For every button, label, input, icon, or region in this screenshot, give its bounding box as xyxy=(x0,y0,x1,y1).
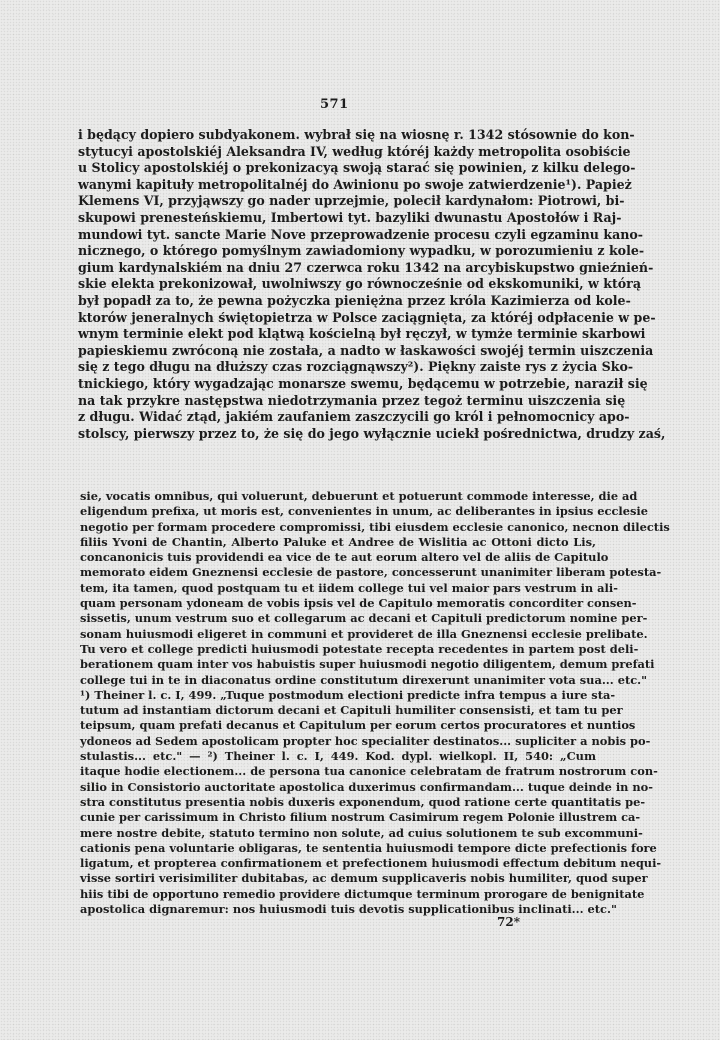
text-line: stytucyi apostolskiéj Aleksandra IV, według któréj każdy metropolita osobiście xyxy=(78,143,631,159)
footnote-line: ligatum, et propterea confirmationem et prefectionem huiusmodi effectum debitum nequi- xyxy=(80,856,662,871)
footnote-line: memorato eidem Gneznensi ecclesie de pastore, concesserunt unanimiter liberam potesta- xyxy=(80,565,662,580)
footnote-line: quam personam ydoneam de vobis ipsis vel de Capitulo memoratis concorditer consen- xyxy=(80,596,637,611)
text-line: ktorów jeneralnych świętopietrza w Polsce zaciągnięta, za któréj odpłacenie w pe- xyxy=(78,309,656,325)
signature-mark: 72* xyxy=(497,915,520,929)
footnote-line: tem, ita tamen, quod postquam tu et iidem college tui vel maior pars vestrum in ali- xyxy=(80,580,618,595)
text-line: był popadł za to, że pewna pożyczka pieniężna przez króla Kazimierza od kole- xyxy=(78,292,631,308)
footnote-line: cunie per carissimum in Christo filium nostrum Casimirum regem Polonie illustrem ca- xyxy=(80,810,641,825)
footnote-line: hiis tibi de opportuno remedio providere dictumque terminum prorogare de benignitate xyxy=(80,886,645,901)
text-line: Klemens VI, przyjąwszy go nader uprzejmie, polecił kardynałom: Piotrowi, bi- xyxy=(78,193,625,209)
text-line: wanymi kapituły metropolitalnéj do Awinionu po swoje zatwierdzenie¹). Papież xyxy=(78,176,632,192)
text-line: u Stolicy apostolskiéj o prekonizacyą swoją starać się powinien, z kilku delego- xyxy=(78,160,636,176)
text-line: papieskiemu zwróconą nie została, a nadto w łaskawości swojéj termin uiszczenia xyxy=(78,342,654,358)
footnote-line: stulastis... etc." — ²) Theiner l. c. I, 449. Kod. dypl. wielkopl. II, 540: „Cum xyxy=(80,749,596,764)
text-line: się z tego długu na dłuższy czas rozciągnąwszy²). Piękny zaiste rys z życia Sko- xyxy=(78,359,634,375)
footnote-line: cationis pena voluntarie obligaras, te sententia huiusmodi tempore dicte prefectionis fore xyxy=(80,840,657,855)
footnote-line: filiis Yvoni de Chantin, Alberto Paluke et Andree de Wislitia ac Ottoni dicto Lis, xyxy=(80,534,596,549)
footnote-line: visse sortiri verisimiliter dubitabas, ac demum supplicaveris nobis humiliter, quod super xyxy=(80,871,648,886)
text-line: tnickiego, który wygadzając monarsze swemu, będącemu w potrzebie, naraził się xyxy=(78,375,648,391)
footnote-line: ydoneos ad Sedem apostolicam propter hoc specialiter destinatos... supliciter a nobis po- xyxy=(80,733,651,748)
text-line: gium kardynalskiém na dniu 27 czerwca roku 1342 na arcybiskupstwo gnieźnień- xyxy=(78,259,654,275)
footnote-line: stra constitutus presentia nobis duxeris exponendum, quod ratione certe quantitatis pe- xyxy=(80,794,646,809)
footnote-line: Tu vero et college predicti huiusmodi potestate recepta recedentes in partem post deli- xyxy=(80,641,639,656)
footnote-line: concanonicis tuis providendi ea vice de te aut eorum altero vel de aliis de Capitulo xyxy=(80,550,609,565)
footnote-line: sissetis, unum vestrum suo et collegarum ac decani et Capituli predictorum nomine per- xyxy=(80,611,648,626)
text-line: skupowi prenesteńskiemu, Imbertowi tyt. bazyliki dwunastu Apostołów i Raj- xyxy=(78,209,622,225)
footnotes xyxy=(80,489,670,917)
footnote-line: teipsum, quam prefati decanus et Capitulum per eorum certos procuratores et nuntios xyxy=(80,718,636,733)
page-number: 571 xyxy=(320,97,349,112)
footnote-line: ¹) Theiner l. c. I, 499. „Tuque postmodum electioni predicte infra tempus a iure sta- xyxy=(80,687,616,702)
footnote-line: itaque hodie electionem... de persona tua canonice celebratam de fratrum nostrorum con- xyxy=(80,764,658,779)
text-line: stolscy, pierwszy przez to, że się do jego wyłącznie uciekł pośrednictwa, drudzy zaś, xyxy=(78,425,666,441)
text-line: mundowi tyt. sancte Marie Nove przeprowadzenie procesu czyli egzaminu kano- xyxy=(78,226,644,242)
footnote-line: tutum ad instantiam dictorum decani et Capituli humiliter consensisti, et tam tu per xyxy=(80,703,623,718)
footnote-line: sonam huiusmodi eligeret in communi et provideret de illa Gneznensi ecclesie prelibate. xyxy=(80,626,648,641)
footnote-line: sie, vocatis omnibus, qui voluerunt, debuerunt et potuerunt commode interesse, die ad xyxy=(80,489,638,503)
footnote-line: eligendum prefixa, ut moris est, convenientes in unum, ac deliberantes in ipsius ecclesie xyxy=(80,504,648,519)
footnote-line: berationem quam inter vos habuistis super huiusmodi negotio diligentem, demum prefati xyxy=(80,657,655,672)
footnote-line: silio in Consistorio auctoritate apostolica duxerimus confirmandam... tuque deinde in no- xyxy=(80,779,654,794)
footnote-line: mere nostre debite, statuto termino non solute, ad cuius solutionem te sub excommuni- xyxy=(80,825,643,840)
text-line: z długu. Widać ztąd, jakiém zaufaniem zaszczycili go król i pełnomocnicy apo- xyxy=(78,409,630,425)
text-line: wnym terminie elekt pod klątwą kościelną był ręczył, w tymże terminie skarbowi xyxy=(78,326,646,342)
footnote-line: negotio per formam procedere compromissi, tibi eiusdem ecclesie canonico, necnon dilectis xyxy=(80,519,670,534)
footnote-line: college tui in te in diaconatus ordine constitutum direxerunt unanimiter vota sua... etc." xyxy=(80,672,648,687)
text-line: nicznego, o którego pomyślnym zawiadomiony wypadku, w porozumieniu z kole- xyxy=(78,243,645,259)
main-text xyxy=(78,127,666,442)
text-line: i będący dopiero subdyakonem. wybrał się na wiosnę r. 1342 stósownie do kon- xyxy=(78,127,635,142)
footnote-line: apostolica dignaremur: nos huiusmodi tuis devotis supplicationibus inclinati... etc." xyxy=(80,902,617,917)
text-line: na tak przykre następstwa niedotrzymania przez tegoż terminu uiszczenia się xyxy=(78,392,626,408)
text-line: skie elekta prekonizował, uwolniwszy go równocześnie od ekskomuniki, w którą xyxy=(78,276,641,292)
